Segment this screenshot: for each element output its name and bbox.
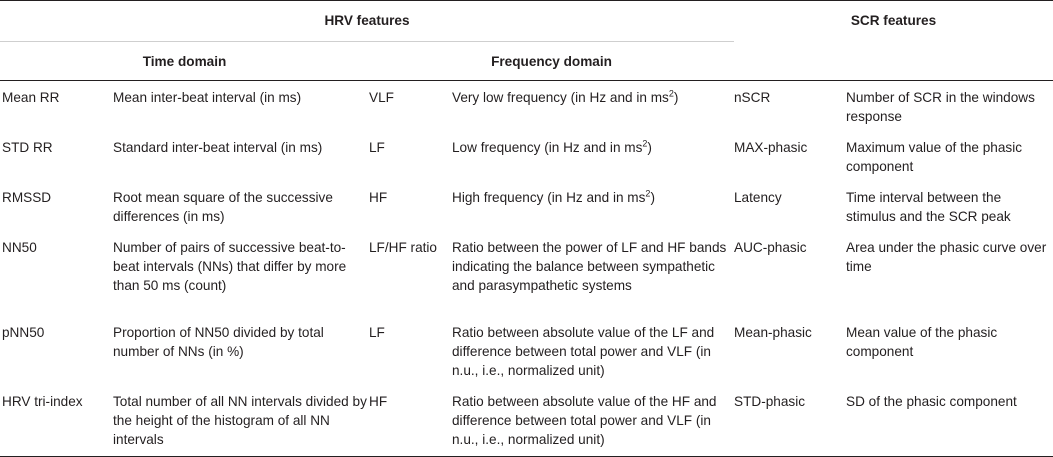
time-desc-cell: Proportion of NN50 divided by total number of NNs (in %) xyxy=(113,325,324,359)
time-desc-cell: Number of pairs of successive beat-to-beat intervals (NNs) that differ by more than 50 ms (count) xyxy=(113,240,347,293)
time-abbr-cell: STD RR xyxy=(2,140,53,155)
freq-desc-cell: Ratio between the power of LF and HF bands indicating the balance between sympathetic and parasympathetic systems xyxy=(452,240,727,293)
freq-abbr-cell: LF xyxy=(369,140,385,155)
scr-desc-cell: SD of the phasic component xyxy=(846,385,1053,456)
scr-abbr-cell: Latency xyxy=(734,190,782,205)
time-domain-header: Time domain xyxy=(142,53,227,69)
scr-desc-cell: Time interval between the stimulus and the SCR peak xyxy=(846,190,1011,224)
table-row xyxy=(0,385,1053,456)
freq-desc-cell xyxy=(452,181,734,231)
table-row xyxy=(0,316,1053,385)
freq-desc-superscript: 2 xyxy=(645,188,651,199)
time-abbr-cell: NN50 xyxy=(2,240,37,255)
freq-abbr-cell: HF xyxy=(369,190,388,205)
freq-desc-text: Very low frequency (in Hz and in ms xyxy=(452,90,669,105)
header-group-row xyxy=(0,1,1053,42)
freq-desc-tail: ) xyxy=(647,140,652,155)
scr-abbr-cell: STD-phasic xyxy=(734,385,846,456)
freq-abbr-cell: LF xyxy=(369,325,385,340)
scr-abbr-cell: MAX-phasic xyxy=(734,140,808,155)
freq-desc-cell: Ratio between absolute value of the HF and difference between total power and VLF (in n.u., i.e., normalized unit) xyxy=(452,385,734,456)
time-desc-cell: Root mean square of the successive differences (in ms) xyxy=(113,190,333,224)
time-abbr-cell: pNN50 xyxy=(2,325,45,340)
scr-desc-cell: Number of SCR in the windows response xyxy=(846,81,1053,132)
table-row xyxy=(0,131,1053,181)
freq-desc-text: High frequency (in Hz and in ms xyxy=(452,190,646,205)
table-row xyxy=(0,81,1053,132)
table-row xyxy=(0,181,1053,231)
table-row xyxy=(0,231,1053,316)
freq-desc-tail: ) xyxy=(673,90,679,105)
time-abbr-cell: HRV tri-index xyxy=(0,385,113,456)
freq-abbr-cell: HF xyxy=(369,385,452,456)
time-desc-cell: Standard inter-beat interval (in ms) xyxy=(113,140,323,155)
hrv-features-header: HRV features xyxy=(0,1,734,42)
scr-desc-cell: Mean value of the phasic component xyxy=(846,325,998,359)
freq-desc-tail: ) xyxy=(650,190,655,205)
freq-desc-superscript: 2 xyxy=(668,88,674,99)
freq-desc-cell xyxy=(452,131,734,181)
scr-desc-cell: Maximum value of the phasic component xyxy=(846,140,1023,174)
scr-abbr-cell: AUC-phasic xyxy=(734,240,807,255)
freq-desc-superscript: 2 xyxy=(642,138,648,149)
scr-abbr-cell: nSCR xyxy=(734,81,846,132)
freq-abbr-cell: LF/HF ratio xyxy=(369,240,437,255)
scr-abbr-cell: Mean-phasic xyxy=(734,325,812,340)
time-abbr-cell: RMSSD xyxy=(2,190,52,205)
frequency-domain-header: Frequency domain xyxy=(491,53,612,69)
time-desc-cell: Mean inter-beat interval (in ms) xyxy=(113,81,369,132)
scr-desc-cell: Area under the phasic curve over time xyxy=(846,240,1047,274)
freq-desc-text: Low frequency (in Hz and in ms xyxy=(452,140,643,155)
scr-features-header: SCR features xyxy=(850,13,937,28)
time-abbr-cell: Mean RR xyxy=(0,81,113,132)
freq-desc-cell: Ratio between absolute value of the LF and difference between total power and VLF (in n.u., i.e., normalized unit) xyxy=(452,325,715,378)
freq-abbr-cell: VLF xyxy=(369,81,452,132)
time-desc-cell: Total number of all NN intervals divided by the height of the histogram of all NN intervals xyxy=(113,385,369,456)
freq-desc-cell xyxy=(452,81,734,132)
